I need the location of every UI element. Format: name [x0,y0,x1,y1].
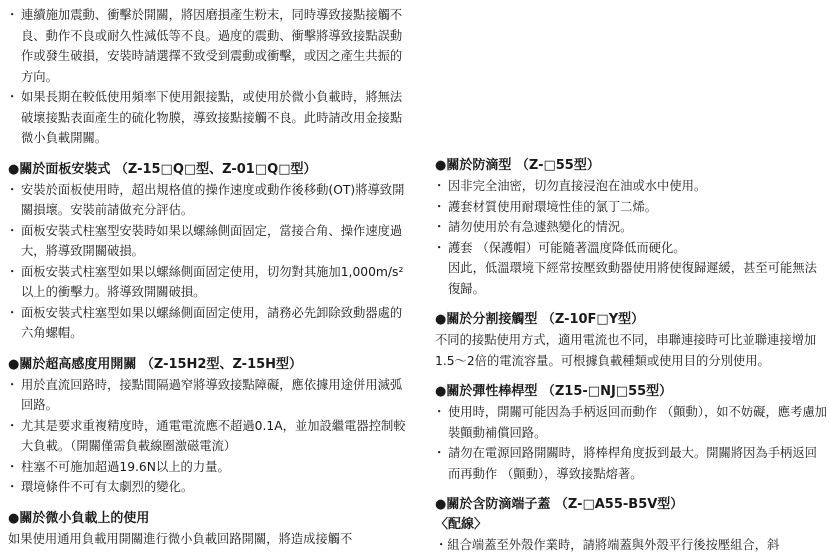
panel-mount-section [8,159,408,344]
drip-proof-bullet: ・ 護套 （保護帽）可能隨著溫度降低而硬化。 [435,238,827,259]
panel-mount-bullet: ・ 面板安裝式柱塞型安裝時如果以螺絲側面固定，當接合角、操作速度過大，將導致開關破損。 [8,221,408,262]
panel-mount-heading: ●關於面板安裝式 （Z-15□Q□型、Z-01□Q□型） [8,161,317,177]
high-sensitivity-bullet: ・ 尤其是要求重複精度時，通電電流應不超過0.1A，並加設繼電器控制較大負載。（開關僅需負載線圈激磁電流） [8,416,408,457]
spring-lever-heading: ●關於彈性棒桿型 （Z15-□NJ□55型） [435,384,673,399]
spring-lever-bullet: ・ 請勿在電源回路開關時，將棒桿角度扳到最大。開關將因為手柄返回而再動作 （顫動），導致接點熔著。 [435,443,827,484]
high-sensitivity-bullet: ・ 柱塞不可施加超過19.6N以上的力量。 [8,457,408,478]
wiring-subheading: 〈配線〉 [435,517,488,532]
high-sensitivity-section [8,354,408,498]
micro-load-text: 如果使用通用負載用開關進行微小負載回路開關，將造成接觸不 [8,531,353,546]
intro-section [8,5,408,149]
drip-proof-section [435,155,827,299]
spring-lever-section [435,381,827,484]
intro-bullet-vibration: ・ 連續施加震動、衝擊於開關，將因磨損產生粉末，同時導致接點接觸不良、動作不良或耐久性減低等不良。過度的震動、衝擊將導致接點誤動作或發生破損，安裝時請選擇不致受到震動或衝擊，或因之產生共振的方向。 [8,5,408,87]
intro-bullet-silver-contact: ・ 如果長期在較低使用頻率下使用銀接點，或使用於微小負載時，將無法破壞接點表面產生的硫化物膜，導致接點接觸不良。此時請改用金接點微小負載開關。 [8,87,408,149]
drip-proof-bullet: ・ 因非完全油密，切勿直接浸泡在油或水中使用。 [435,176,827,197]
panel-mount-bullet: ・ 面板安裝式柱塞型如果以螺絲側面固定使用，切勿對其施加1,000m/s²以上的衝擊力。將導致開關破損。 [8,262,408,303]
left-column [8,5,408,549]
high-sensitivity-bullet: ・ 環境條件不可有太劇烈的變化。 [8,477,408,498]
high-sensitivity-bullet: ・ 用於直流回路時，接點間隔過窄將導致接點障礙，應依據用途併用滅弧回路。 [8,375,408,416]
drip-proof-bullet: ・ 請勿使用於有急遽熱變化的情況。 [435,217,827,238]
drip-proof-bullet: ・ 護套材質使用耐環境性佳的氯丁二烯。 [435,197,827,218]
spring-lever-bullet: ・ 使用時，開關可能因為手柄返回而動作 （顫動），如不妨礙，應考慮加裝顫動補償回路。 [435,402,827,443]
terminal-cover-section [435,494,827,556]
split-contact-section [435,309,827,371]
terminal-cover-heading: ●關於含防滴端子蓋 （Z-□A55-B5V型） [435,497,684,512]
panel-mount-bullet: ・ 安裝於面板使用時，超出規格值的操作速度或動作後移動(OT)將導致開關損壞。安裝前請做充分評估。 [8,180,408,221]
panel-mount-bullet: ・ 面板安裝式柱塞型如果以螺絲側面固定使用，請務必先卸除致動器處的六角螺帽。 [8,303,408,344]
split-contact-text: 不同的接點使用方式，適用電流也不同，串聯連接時可比並聯連接增加1.5〜2倍的電流容量。可根據負載種類或使用目的分別使用。 [435,333,817,368]
drip-proof-continuation: 因此，低溫環境下經常按壓致動器使用將使復歸遲緩，甚至可能無法復歸。 [448,261,817,296]
micro-load-section [8,508,408,550]
right-column [435,5,827,556]
split-contact-heading: ●關於分割接觸型 （Z-10F□Y型） [435,312,645,327]
terminal-cover-text: ・組合端蓋至外殼作業時，請將端蓋與外殼平行後按壓組合，斜 [435,538,780,552]
micro-load-heading: ●關於微小負載上的使用 [8,510,150,526]
high-sensitivity-heading: ●關於超高感度用開關 （Z-15H2型、Z-15H型） [8,356,303,372]
drip-proof-heading: ●關於防滴型 （Z-□55型） [435,158,600,173]
